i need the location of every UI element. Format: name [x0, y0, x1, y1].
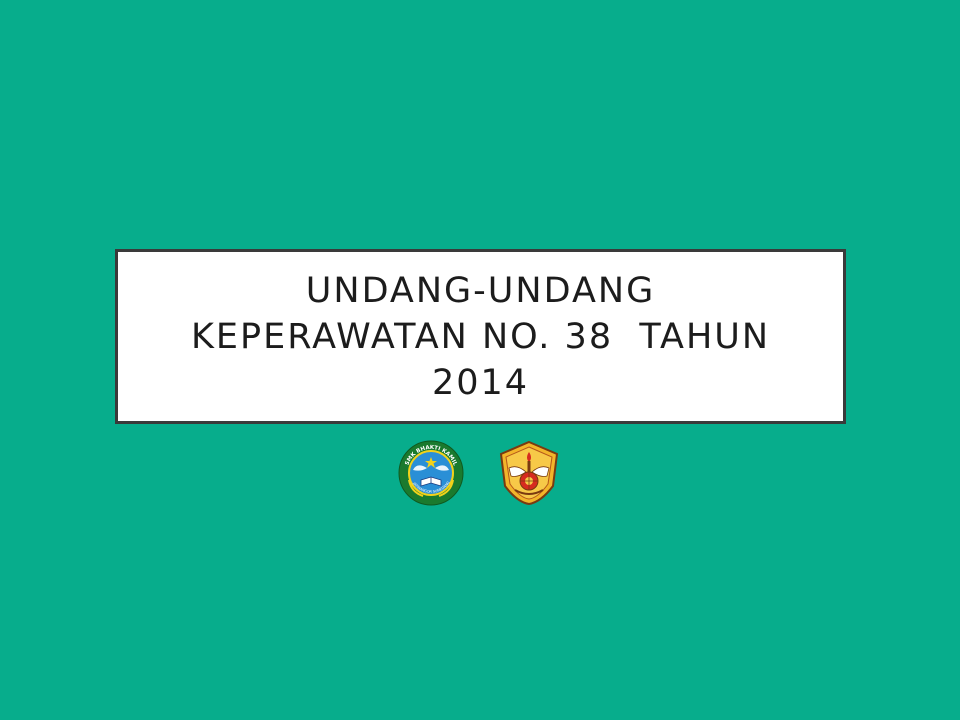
- title-line-3: 2014: [431, 362, 530, 403]
- school-emblem-icon: [397, 440, 465, 506]
- university-emblem-icon: [495, 440, 563, 506]
- title-line-1: UNDANG-UNDANG: [305, 270, 656, 311]
- title-box: [115, 249, 846, 424]
- title-line-2: KEPERAWATAN NO. 38 TAHUN: [190, 316, 771, 357]
- school-emblem-arc-text: SMK BHAKTI KAMIL: [404, 444, 458, 467]
- school-emblem-bottom-text: JATINANGOR SUMEDANG: [412, 480, 451, 494]
